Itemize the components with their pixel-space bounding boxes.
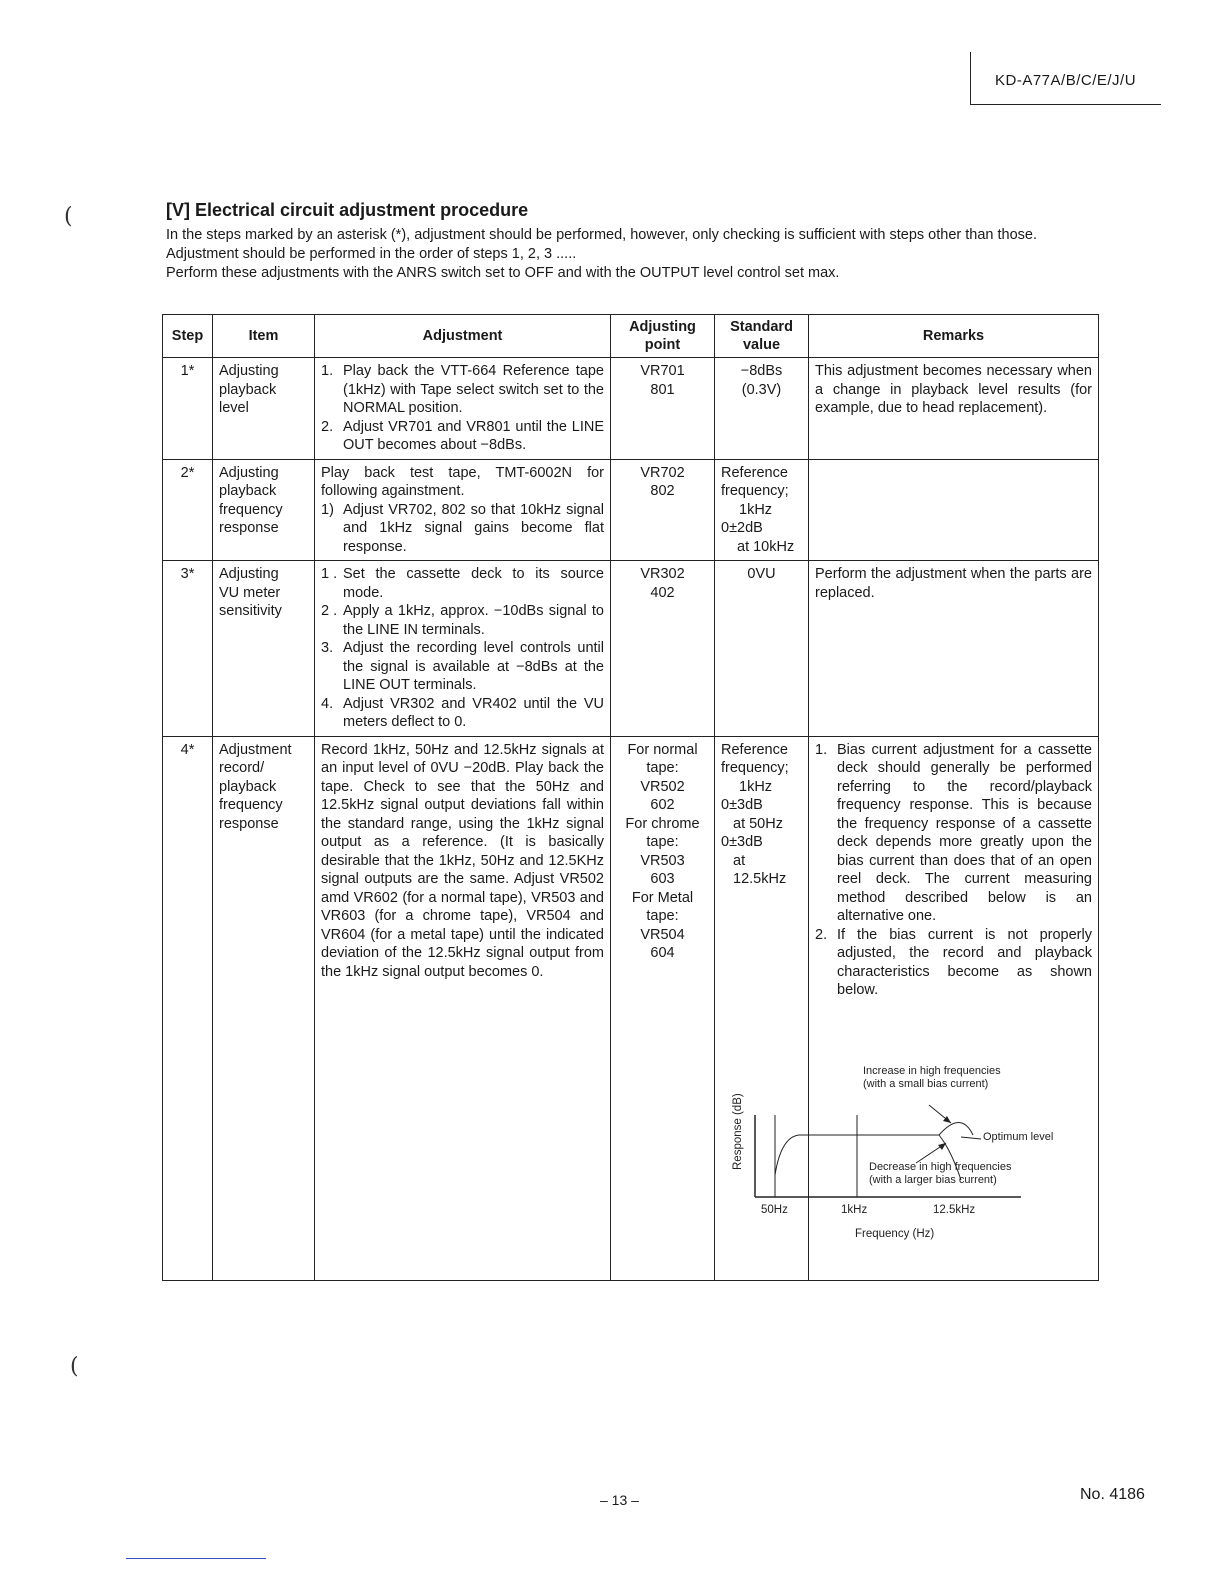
list-item: [321, 418, 604, 455]
list-text: Adjust VR302 and VR402 until the VU meters deflect to 0.: [343, 695, 604, 730]
standard-line: frequency;: [721, 760, 789, 776]
point-line: VR302: [640, 566, 685, 582]
point-line: For normal: [627, 741, 698, 758]
step-cell: 2*: [163, 459, 213, 561]
standard-line: frequency;: [721, 483, 789, 499]
standard-line: 0±2dB: [721, 520, 763, 536]
table-row: [163, 736, 1099, 1280]
list-text: Adjust the recording level controls until the signal is available at −8dBs at the LINE OUT terminals.: [343, 640, 604, 693]
item-line: Adjustment: [219, 741, 292, 758]
standard-value-cell: [715, 561, 809, 737]
note-line: Decrease in high frequencies: [869, 1160, 1012, 1173]
list-number: 1): [321, 501, 334, 518]
adjustment-cell: [315, 459, 611, 561]
list-number: 1.: [321, 363, 334, 379]
item-line: level: [219, 400, 249, 416]
point-line: For chrome: [625, 815, 700, 832]
list-number: 1.: [815, 741, 828, 758]
standard-line: 0VU: [747, 566, 776, 582]
point-line: tape:: [646, 908, 679, 924]
standard-line: (0.3V): [741, 381, 782, 398]
point-line: 602: [650, 797, 675, 813]
item-line: frequency: [219, 501, 283, 518]
model-number: KD-A77A/B/C/E/J/U: [995, 72, 1137, 89]
point-line: tape:: [646, 834, 679, 850]
point-line: 402: [650, 584, 675, 601]
arrowhead-icon: [938, 1143, 946, 1150]
header-remarks: Remarks: [809, 315, 1099, 358]
item-line: Adjusting: [219, 363, 279, 379]
point-line: VR701: [640, 363, 685, 379]
point-line: tape:: [646, 760, 679, 776]
item-line: record/: [219, 760, 265, 776]
standard-line: −8dBs: [740, 363, 783, 379]
list-item: [321, 639, 604, 695]
remarks-cell: This adjustment becomes necessary when a change in playback level results (for example, due to head replacement).: [809, 358, 1099, 460]
tick-label-12-5khz: 12.5kHz: [933, 1203, 976, 1216]
header-adjustment: Adjustment: [315, 315, 611, 358]
section-intro: [166, 226, 1101, 283]
remarks-cell: [809, 459, 1099, 561]
point-line: For Metal: [631, 889, 694, 906]
y-axis-label: Response (dB): [732, 1092, 744, 1170]
item-line: frequency: [219, 797, 283, 813]
point-line: 801: [650, 381, 675, 398]
note-line: (with a small bias current): [863, 1077, 989, 1090]
list-number: 3.: [321, 640, 334, 656]
item-line: Adjusting: [219, 566, 279, 582]
item-line: sensitivity: [219, 603, 282, 619]
point-line: VR503: [640, 852, 685, 869]
step-cell: 4*: [163, 736, 213, 1280]
list-text: Bias current adjustment for a cassette deck should generally be performed referring to the record/playback frequency response. This is because the frequency response of a cassette deck depends more greatly upon the bias current than does that of an open reel deck. The current measuring method described below is an alternative one.: [837, 741, 1092, 924]
note-optimum: Optimum level: [983, 1130, 1054, 1143]
header-step: Step: [163, 315, 213, 358]
item-line: VU meter: [219, 584, 281, 601]
list-item: [815, 926, 1092, 1000]
item-line: playback: [219, 381, 277, 398]
list-number: 1 .: [321, 566, 338, 582]
table-row: [163, 358, 1099, 460]
table-row: [163, 459, 1099, 561]
list-text: If the bias current is not properly adjusted, the record and playback characteristics become as shown below.: [837, 926, 1092, 998]
increase-curve: [939, 1122, 973, 1135]
step-cell: 1*: [163, 358, 213, 460]
note-decrease: [869, 1161, 1011, 1187]
standard-line: at 10kHz: [737, 538, 795, 555]
intro-line: In the steps marked by an asterisk (*), adjustment should be performed, however, only checking is sufficient with steps other than those.: [166, 227, 1037, 243]
margin-mark: (: [70, 1354, 79, 1379]
point-line: VR504: [640, 926, 685, 943]
list-text: Adjust VR702, 802 so that 10kHz signal and 1kHz signal gains become flat response.: [343, 501, 604, 555]
note-line: Increase in high frequencies: [863, 1064, 1001, 1077]
standard-line: 1kHz: [739, 501, 773, 518]
model-header: [970, 52, 1161, 105]
adjusting-point-cell: [611, 736, 715, 1280]
item-cell: [213, 358, 315, 460]
footer-rule: [126, 1558, 266, 1559]
intro-line: Adjustment should be performed in the order of steps 1, 2, 3 .....: [166, 246, 577, 262]
adjustment-table: [162, 314, 1099, 1281]
step-cell: 3*: [163, 561, 213, 737]
standard-line: 12.5kHz: [733, 871, 787, 887]
item-line: Adjusting: [219, 464, 279, 481]
standard-line: Reference: [721, 741, 788, 758]
intro-line: Perform these adjustments with the ANRS switch set to OFF and with the OUTPUT level control set max.: [166, 265, 840, 281]
header-standard-value: Standard value: [715, 315, 809, 358]
table-row: [163, 561, 1099, 737]
x-axis-label: Frequency (Hz): [855, 1227, 935, 1240]
standard-line: 0±3dB: [721, 834, 763, 850]
list-item: [815, 741, 1092, 926]
remarks-cell: Perform the adjustment when the parts are replaced.: [809, 561, 1099, 737]
header-item: Item: [213, 315, 315, 358]
table-header-row: [163, 315, 1099, 358]
standard-line: Reference: [721, 464, 788, 481]
point-line: 802: [650, 483, 675, 499]
section-title: [V] Electrical circuit adjustment procedure: [166, 200, 529, 220]
list-item: [321, 695, 604, 732]
page-number: – 13 –: [600, 1492, 639, 1508]
standard-value-cell: [715, 358, 809, 460]
optimum-arrow: [961, 1137, 981, 1139]
item-line: response: [219, 520, 279, 536]
document-number: No. 4186: [1080, 1486, 1145, 1503]
note-line: (with a larger bias current): [869, 1173, 997, 1186]
item-cell: [213, 561, 315, 737]
adjustment-intro: Play back test tape, TMT-6002N for following againstment.: [321, 464, 604, 499]
item-line: response: [219, 815, 279, 832]
header-adjusting-point: Adjusting point: [611, 315, 715, 358]
bias-response-graph: [711, 1055, 1111, 1265]
list-number: 2.: [321, 418, 334, 435]
list-item: [321, 501, 604, 557]
standard-line: at 50Hz: [733, 815, 783, 832]
list-text: Apply a 1kHz, approx. −10dBs signal to the LINE IN terminals.: [343, 603, 604, 638]
point-line: 603: [650, 871, 675, 887]
adjusting-point-cell: [611, 561, 715, 737]
tick-label-50hz: 50Hz: [761, 1203, 788, 1216]
list-number: 4.: [321, 695, 334, 712]
adjusting-point-cell: [611, 358, 715, 460]
list-text: Adjust VR701 and VR801 until the LINE OUT becomes about −8dBs.: [343, 418, 604, 453]
adjustment-cell: [315, 358, 611, 460]
item-cell: [213, 459, 315, 561]
list-item: [321, 565, 604, 602]
item-line: playback: [219, 483, 277, 499]
tick-label-1khz: 1kHz: [841, 1203, 868, 1216]
list-text: Play back the VTT-664 Reference tape (1kHz) with Tape select switch set to the NORMAL position.: [343, 363, 604, 416]
item-line: playback: [219, 778, 277, 795]
point-line: VR702: [640, 464, 685, 481]
note-increase: [863, 1065, 1001, 1091]
point-line: VR502: [640, 778, 685, 795]
list-number: 2.: [815, 926, 828, 943]
adjustment-cell: [315, 561, 611, 737]
list-text: Set the cassette deck to its source mode.: [343, 566, 604, 601]
item-cell: [213, 736, 315, 1280]
list-item: [321, 602, 604, 639]
point-line: 604: [650, 945, 675, 961]
standard-line: 0±3dB: [721, 797, 763, 813]
standard-line: at: [733, 852, 746, 869]
adjustment-cell: Record 1kHz, 50Hz and 12.5kHz signals at an input level of 0VU −20dB. Play back the tape. Check to see that the 50Hz and 12.5kHz signal output deviations fall within the standard range, using the 1kHz signal output as a reference. (It is basically desirable that the 1kHz, 50Hz and 12.5KHz signal outputs are the same. Adjust VR502 amd VR602 (for a normal tape), VR503 and VR603 (for a chrome tape), VR504 and VR604 (for a metal tape) until the indicated deviation of the 12.5kHz signal output from the 1kHz signal output becomes 0.: [315, 736, 611, 1280]
list-item: [321, 362, 604, 418]
standard-value-cell: [715, 459, 809, 561]
standard-line: 1kHz: [739, 778, 773, 795]
margin-mark: (: [64, 204, 73, 229]
adjusting-point-cell: [611, 459, 715, 561]
list-number: 2 .: [321, 603, 338, 619]
